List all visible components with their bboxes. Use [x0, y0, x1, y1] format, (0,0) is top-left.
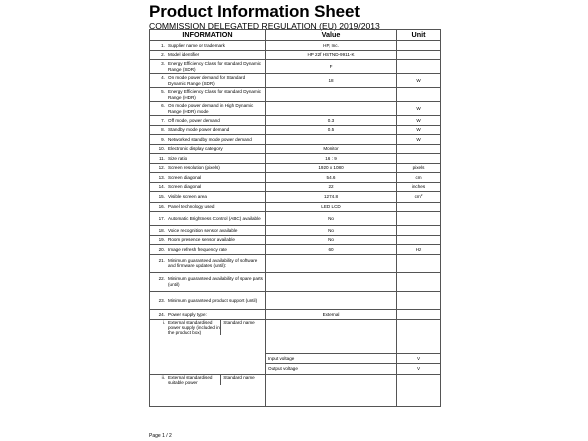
- table-header-row: [150, 30, 441, 41]
- table-row: [150, 291, 441, 310]
- psu-number: ii.: [161, 374, 165, 380]
- row-label: Off mode, power demand: [168, 117, 220, 123]
- row-label-cell: [150, 135, 266, 145]
- row-label-cell: [150, 41, 266, 51]
- standard-name-label: Standard name: [220, 320, 263, 336]
- row-number: 20.: [158, 246, 165, 252]
- row-value: [266, 88, 397, 102]
- row-value: External: [266, 310, 397, 320]
- standard-name-unit: [397, 319, 441, 353]
- row-label: Panel technology used: [168, 204, 215, 210]
- row-label: Screen diagonal: [168, 174, 202, 180]
- row-number: 5.: [161, 89, 165, 95]
- row-label: Visible screen area: [168, 194, 207, 200]
- row-value: 60: [266, 245, 397, 255]
- table-row: [150, 310, 441, 320]
- table-row: [150, 125, 441, 135]
- row-number: 8.: [161, 127, 165, 133]
- psu-label-cell: [150, 319, 266, 374]
- unit-text: pixels: [412, 165, 425, 171]
- table-row: [150, 50, 441, 60]
- row-unit: [397, 88, 441, 102]
- row-label-cell: [150, 212, 266, 226]
- document-title: Product Information Sheet: [149, 2, 360, 21]
- row-value: No: [266, 212, 397, 226]
- row-number: 12.: [158, 165, 165, 171]
- row-unit: [397, 226, 441, 236]
- psu-label-cell: [150, 374, 266, 406]
- header-unit: Unit: [397, 30, 441, 41]
- row-label-cell: [150, 235, 266, 245]
- row-unit: [397, 116, 441, 126]
- table-row: [150, 182, 441, 192]
- table-row: [150, 235, 441, 245]
- table-row: [150, 192, 441, 203]
- row-label-cell: [150, 144, 266, 154]
- row-unit: [397, 291, 441, 310]
- table-row: [150, 163, 441, 173]
- header-value: Value: [266, 30, 397, 41]
- psu-label: External standardised suitable power: [168, 374, 213, 385]
- row-value: 22: [266, 182, 397, 192]
- psu-row: [150, 319, 441, 353]
- row-value: [266, 102, 397, 116]
- psu-label: External standardised power supply (included in the product box): [168, 319, 220, 336]
- input-voltage-value: [266, 353, 397, 364]
- table-row: [150, 60, 441, 74]
- row-label: Model identifier: [168, 52, 200, 58]
- header-information: INFORMATION: [150, 30, 266, 41]
- row-unit: [397, 144, 441, 154]
- row-unit: [397, 245, 441, 255]
- row-value: HP, Inc.: [266, 41, 397, 51]
- row-label: Size ratio: [168, 155, 188, 161]
- row-label-cell: [150, 273, 266, 292]
- row-number: 3.: [161, 61, 165, 67]
- unit-text: W: [416, 77, 421, 83]
- row-value: No: [266, 235, 397, 245]
- psu-row: [150, 374, 441, 406]
- row-value: 16 : 9: [266, 154, 397, 164]
- row-label: Screen diagonal: [168, 184, 202, 190]
- row-label-cell: [150, 202, 266, 212]
- unit-text: W: [416, 136, 421, 142]
- row-value: [266, 135, 397, 145]
- table-row: [150, 135, 441, 145]
- row-label: Minimum guaranteed availability of software and firmware updates (until):: [168, 257, 258, 269]
- row-value: F: [266, 60, 397, 74]
- row-label-cell: [150, 154, 266, 164]
- row-label-cell: [150, 60, 266, 74]
- unit-text: W: [416, 105, 421, 111]
- row-number: 9.: [161, 136, 165, 142]
- row-label-cell: [150, 254, 266, 273]
- row-label-cell: [150, 291, 266, 310]
- row-value: 18: [266, 74, 397, 88]
- row-label: Networked standby mode power demand: [168, 136, 252, 142]
- row-label: Screen resolution (pixels): [168, 165, 220, 171]
- table-row: [150, 144, 441, 154]
- table-row: [150, 245, 441, 255]
- table-row: [150, 154, 441, 164]
- input-voltage-unit: V: [397, 353, 441, 364]
- row-label: Electronic display category: [168, 146, 223, 152]
- row-label: Supplier name or trademark: [168, 42, 225, 48]
- row-label: Energy Efficiency Class for standard Dynamic Range (HDR): [168, 89, 262, 100]
- row-unit: [397, 310, 441, 320]
- table-row: [150, 41, 441, 51]
- row-number: 22.: [158, 276, 165, 282]
- table-row: [150, 88, 441, 102]
- regulation-subtitle: COMMISSION DELEGATED REGULATION (EU) 2019/2013: [149, 21, 380, 31]
- row-unit: [397, 202, 441, 212]
- standard-name-label: Standard name: [220, 375, 263, 386]
- row-value: HP 22f HSTND-9911-K: [266, 50, 397, 60]
- row-value: 1274.8: [266, 192, 397, 203]
- row-unit: [397, 163, 441, 173]
- row-number: 13.: [158, 174, 165, 180]
- row-label-cell: [150, 226, 266, 236]
- row-unit: [397, 154, 441, 164]
- row-label: Voice recognition sensor available: [168, 227, 238, 233]
- row-label: On mode power demand for Standard Dynamic Range (SDR): [168, 75, 246, 86]
- row-unit: [397, 74, 441, 88]
- standard-name-unit: [397, 374, 441, 406]
- row-label-cell: [150, 125, 266, 135]
- product-info-table: [149, 29, 441, 407]
- row-label-cell: [150, 74, 266, 88]
- row-number: 11.: [158, 155, 165, 161]
- row-value: Monitor: [266, 144, 397, 154]
- row-label: Energy Efficiency Class for standard Dynamic Range (SDR): [168, 61, 262, 72]
- row-unit: [397, 102, 441, 116]
- row-unit: [397, 135, 441, 145]
- row-value: No: [266, 226, 397, 236]
- row-number: 15.: [158, 194, 165, 200]
- row-value: LED LCD: [266, 202, 397, 212]
- row-value: [266, 291, 397, 310]
- row-unit: [397, 212, 441, 226]
- row-number: 10.: [158, 146, 165, 152]
- row-label: Standby mode power demand: [168, 127, 230, 133]
- row-value: 0.5: [266, 125, 397, 135]
- output-voltage-label: Output voltage: [268, 366, 298, 372]
- row-number: 2.: [161, 52, 165, 58]
- unit-text: W: [416, 127, 421, 133]
- table-row: [150, 254, 441, 273]
- unit-text: cm: [415, 174, 422, 180]
- row-label-cell: [150, 88, 266, 102]
- row-unit: [397, 182, 441, 192]
- table-row: [150, 173, 441, 183]
- unit-text: Hz: [415, 246, 422, 252]
- row-number: 6.: [161, 103, 165, 109]
- unit-text: cm: [414, 194, 421, 200]
- row-label-cell: [150, 163, 266, 173]
- unit-superscript: 2: [420, 193, 423, 198]
- table-row: [150, 116, 441, 126]
- row-label: Automatic Brightness Control (ABC) available: [168, 215, 261, 221]
- row-label: On mode power demand in High Dynamic Range (HDR) mode: [168, 103, 254, 114]
- row-number: 7.: [161, 117, 165, 123]
- row-label: Room presence sensor available: [168, 237, 235, 243]
- row-number: 16.: [158, 204, 165, 210]
- row-label: Image refresh frequency rate: [168, 246, 227, 252]
- row-unit: [397, 50, 441, 60]
- table-row: [150, 226, 441, 236]
- standard-name-value: [266, 319, 397, 353]
- unit-text: inches: [411, 184, 426, 190]
- row-number: 17.: [158, 215, 165, 221]
- row-unit: [397, 235, 441, 245]
- row-label-cell: [150, 245, 266, 255]
- row-unit: [397, 125, 441, 135]
- psu-number: i.: [162, 319, 165, 325]
- row-unit: [397, 60, 441, 74]
- row-number: 1.: [161, 42, 165, 48]
- row-unit: [397, 273, 441, 292]
- row-label-cell: [150, 173, 266, 183]
- row-value: [266, 273, 397, 292]
- row-unit: [397, 173, 441, 183]
- table-row: [150, 102, 441, 116]
- output-voltage-unit: V: [397, 364, 441, 375]
- unit-text: W: [416, 117, 421, 123]
- standard-name-value: [266, 374, 397, 406]
- row-label: Minimum guaranteed product support (until): [168, 297, 258, 303]
- row-number: 14.: [158, 184, 165, 190]
- table-row: [150, 212, 441, 226]
- row-number: 19.: [158, 237, 165, 243]
- row-value: [266, 254, 397, 273]
- row-label: Power supply type:: [168, 311, 207, 317]
- row-label-cell: [150, 102, 266, 116]
- row-label-cell: [150, 50, 266, 60]
- row-unit: [397, 254, 441, 273]
- row-unit: [397, 41, 441, 51]
- row-number: 23.: [158, 297, 165, 303]
- table-row: [150, 74, 441, 88]
- row-label-cell: [150, 192, 266, 203]
- row-value: 1920 x 1080: [266, 163, 397, 173]
- row-value: 54.6: [266, 173, 397, 183]
- row-number: 24.: [158, 311, 165, 317]
- row-number: 4.: [161, 75, 165, 81]
- row-unit: [397, 192, 441, 203]
- output-voltage-value: [266, 364, 397, 375]
- row-number: 18.: [158, 227, 165, 233]
- input-voltage-label: Input voltage: [268, 355, 295, 361]
- row-label: Minimum guaranteed availability of spare parts (until): [168, 276, 263, 287]
- row-value: 0.3: [266, 116, 397, 126]
- table-row: [150, 273, 441, 292]
- page-number: Page 1 / 2: [149, 433, 172, 439]
- row-label-cell: [150, 182, 266, 192]
- table-row: [150, 202, 441, 212]
- row-label-cell: [150, 310, 266, 320]
- row-label-cell: [150, 116, 266, 126]
- row-number: 21.: [158, 257, 165, 263]
